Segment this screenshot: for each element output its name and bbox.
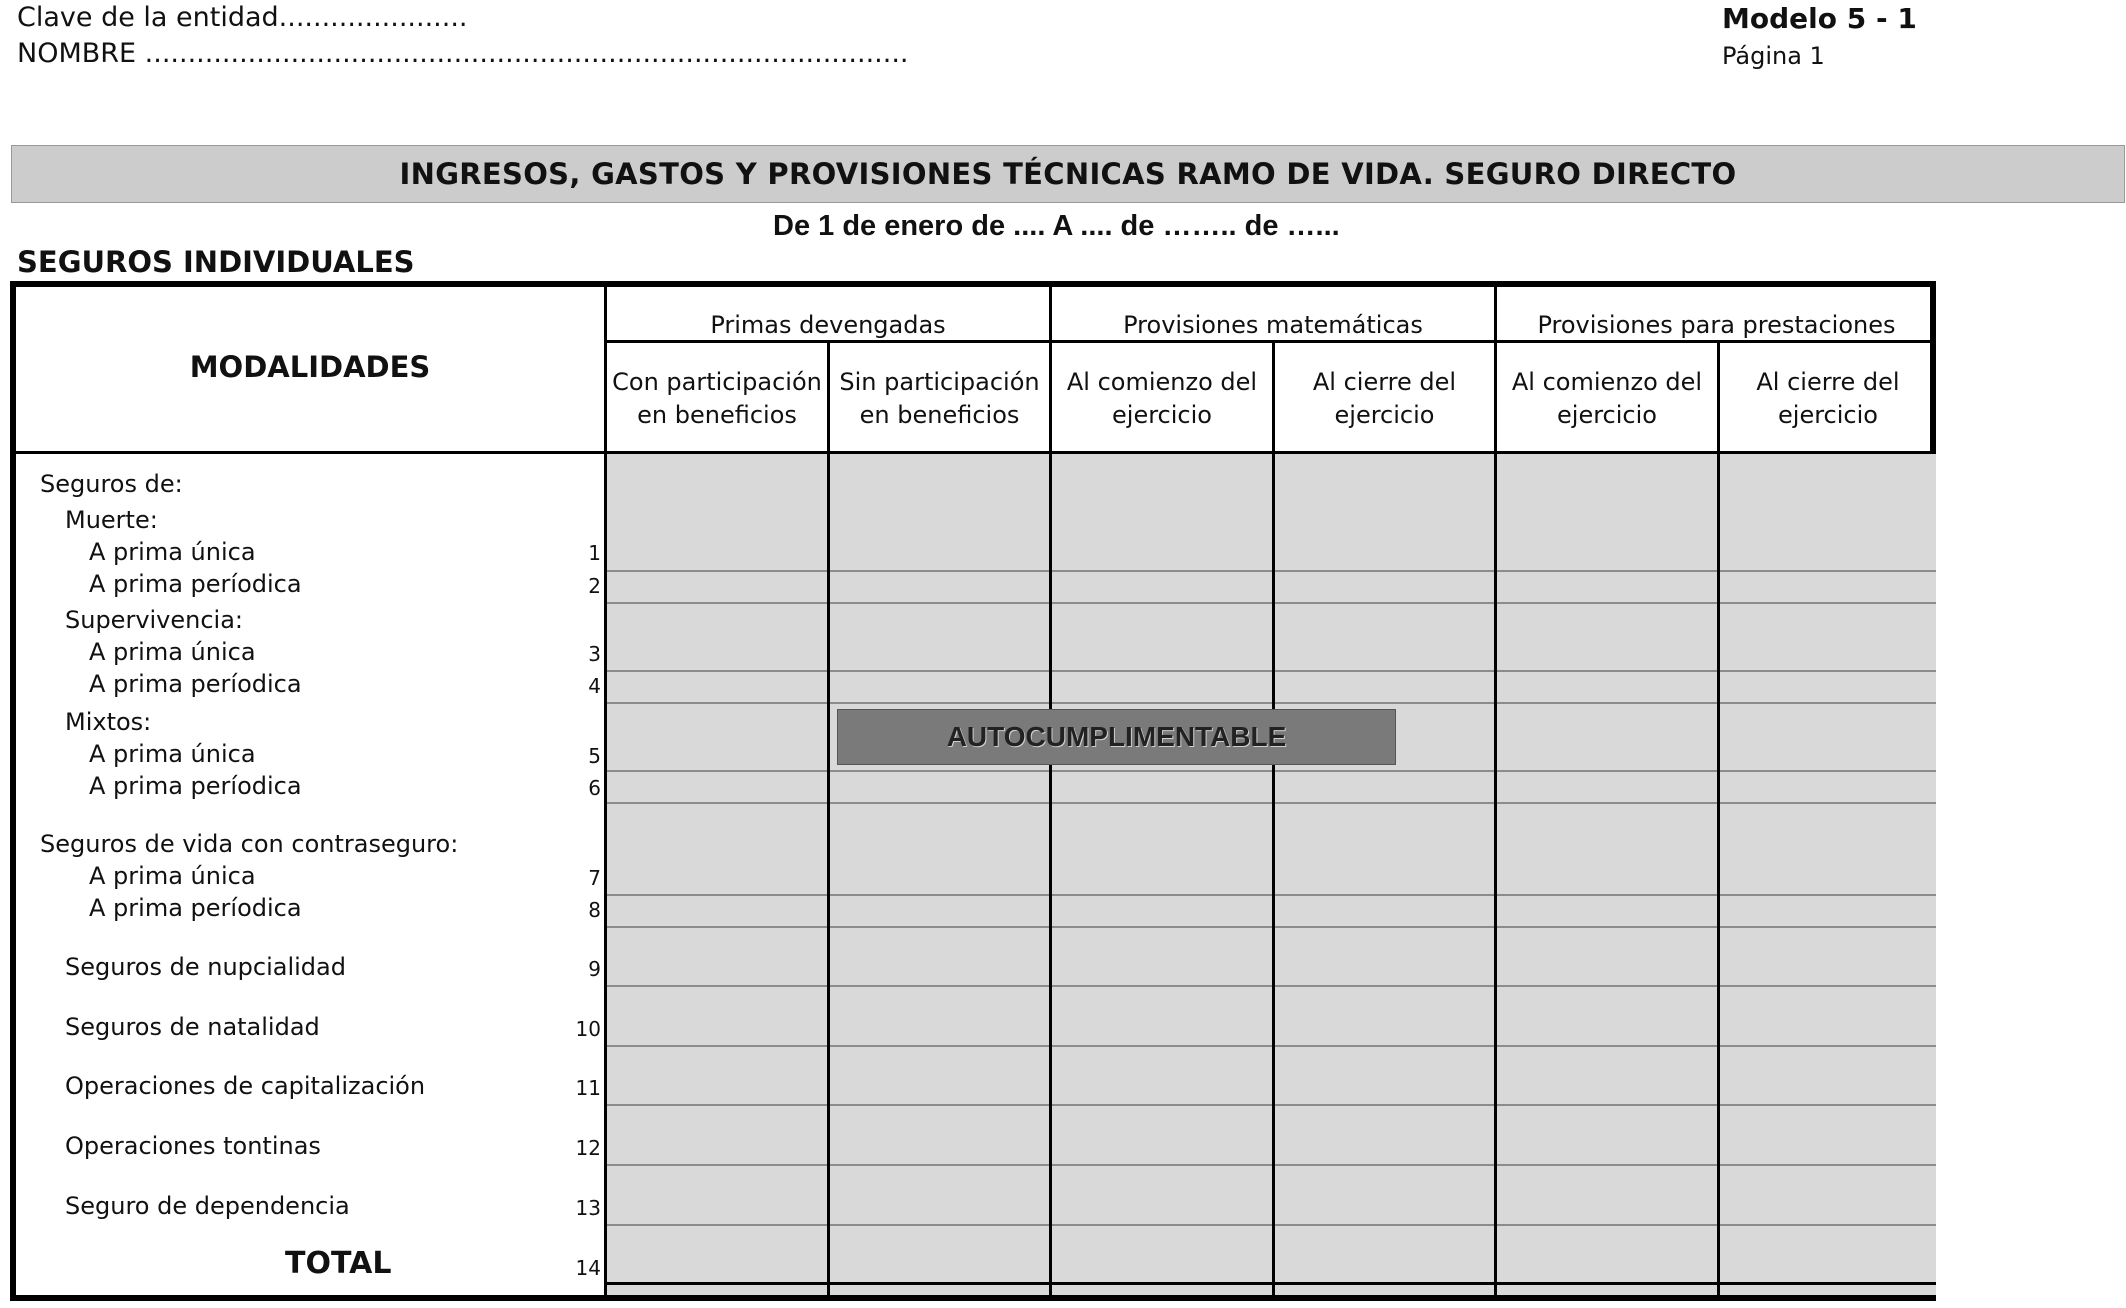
column-header: Sin participación en beneficios — [839, 368, 1040, 429]
group-label-contraseguro: Seguros de vida con contraseguro: — [40, 830, 459, 858]
column-divider — [827, 340, 830, 1298]
row-label: A prima única — [89, 740, 256, 768]
row-label: A prima períodica — [89, 570, 302, 598]
row-number: 4 — [588, 674, 601, 698]
group-divider — [1494, 284, 1497, 1298]
header-group-divider — [606, 340, 1936, 343]
total-bottom-line — [606, 1282, 1936, 1285]
row-number: 5 — [588, 744, 601, 768]
column-divider — [1272, 340, 1275, 1298]
column-header: Al cierre del ejercicio — [1312, 368, 1457, 429]
form-title: INGRESOS, GASTOS Y PROVISIONES TÉCNICAS RAMO DE VIDA. SEGURO DIRECTO — [399, 157, 1737, 191]
row-number: 9 — [588, 957, 601, 981]
row-divider — [606, 670, 1936, 672]
row-number: 8 — [588, 898, 601, 922]
row-label: A prima períodica — [89, 894, 302, 922]
row-label: A prima única — [89, 538, 256, 566]
row-divider — [606, 1164, 1936, 1166]
row-divider — [606, 985, 1936, 987]
group-divider — [1049, 284, 1052, 1298]
period-line: De 1 de enero de .... A .... de …….. de …... — [773, 210, 1340, 242]
row-number: 13 — [575, 1196, 601, 1220]
entity-name-field: NOMBRE ......................................................................................... — [17, 38, 909, 69]
row-number: 2 — [588, 574, 601, 598]
row-number: 1 — [588, 541, 601, 565]
row-divider — [606, 702, 1936, 704]
column-header: Con participación en beneficios — [612, 368, 822, 429]
column-header: Al comienzo del ejercicio — [1511, 368, 1703, 429]
form-title-banner — [11, 145, 2125, 203]
model-number: Modelo 5 - 1 — [1722, 2, 1917, 35]
row-divider — [606, 570, 1936, 572]
group-label-mixtos: Mixtos: — [65, 708, 152, 736]
row-label: A prima períodica — [89, 772, 302, 800]
column-divider — [1717, 340, 1720, 1298]
data-area — [606, 453, 1936, 1295]
row-divider — [606, 1045, 1936, 1047]
group-header-primas: Primas devengadas — [710, 311, 946, 339]
modalidades-heading: MODALIDADES — [189, 350, 431, 384]
row-divider — [606, 926, 1936, 928]
total-label: TOTAL — [285, 1246, 392, 1281]
row-number: 3 — [588, 642, 601, 666]
row-divider — [606, 770, 1936, 772]
row-label: A prima períodica — [89, 670, 302, 698]
group-label-seguros-de: Seguros de: — [40, 470, 183, 498]
row-divider — [606, 894, 1936, 896]
autocumplimentable-label: AUTOCUMPLIMENTABLE — [946, 721, 1287, 752]
row-divider — [606, 602, 1936, 604]
entity-key-field: Clave de la entidad...................... — [17, 2, 468, 33]
group-label-muerte: Muerte: — [65, 506, 158, 534]
header-bottom-line — [16, 451, 1936, 454]
group-label-supervivencia: Supervivencia: — [65, 606, 244, 634]
row-label: A prima única — [89, 638, 256, 666]
row-label: Seguro de dependencia — [65, 1192, 350, 1220]
row-label: Seguros de nupcialidad — [65, 953, 346, 981]
autocumplimentable-badge — [837, 709, 1396, 765]
row-divider — [606, 802, 1936, 804]
row-number: 12 — [575, 1136, 601, 1160]
row-label: Seguros de natalidad — [65, 1013, 320, 1041]
modalidades-column-divider — [604, 284, 607, 1298]
row-number: 10 — [575, 1017, 601, 1041]
section-title: SEGUROS INDIVIDUALES — [17, 245, 415, 279]
row-label: Operaciones tontinas — [65, 1132, 321, 1160]
group-header-provisiones-prestaciones: Provisiones para prestaciones — [1537, 311, 1896, 339]
row-divider — [606, 1224, 1936, 1226]
column-header: Al cierre del ejercicio — [1756, 368, 1900, 429]
row-divider — [606, 1104, 1936, 1106]
row-number: 7 — [588, 866, 601, 890]
row-number: 14 — [575, 1256, 601, 1280]
row-label: A prima única — [89, 862, 256, 890]
page-number: Página 1 — [1722, 42, 1825, 70]
row-number: 6 — [588, 776, 601, 800]
row-label: Operaciones de capitalización — [65, 1072, 426, 1100]
group-header-provisiones-matematicas: Provisiones matemáticas — [1123, 311, 1423, 339]
row-number: 11 — [575, 1076, 601, 1100]
column-header: Al comienzo del ejercicio — [1066, 368, 1258, 429]
